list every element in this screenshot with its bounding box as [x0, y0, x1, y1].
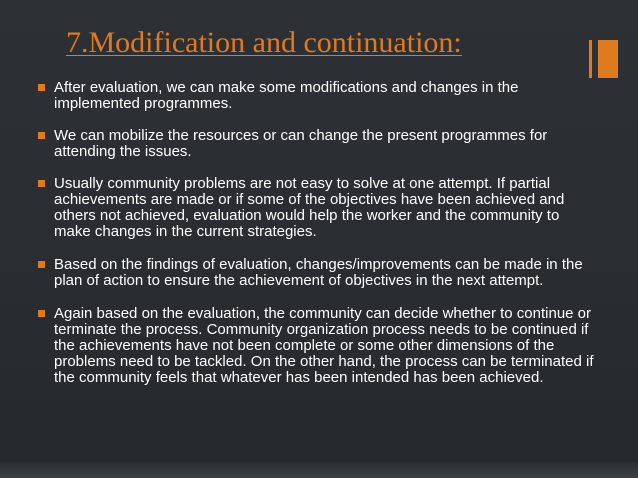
bullet-item [38, 257, 598, 289]
square-bullet-icon [38, 310, 45, 317]
bullet-item [38, 80, 598, 112]
bullet-item [38, 306, 598, 386]
square-bullet-icon [38, 261, 45, 268]
square-bullet-icon [38, 180, 45, 187]
square-bullet-icon [38, 132, 45, 139]
bullet-list [38, 80, 598, 386]
bullet-text: Again based on the evaluation, the community can decide whether to continue or terminate the process. Community organization process needs to be continued if the achievements have not been complete or some other dimensions of the problems need to be tackled. On the other hand, the process can be terminated if the community feels that whatever has been intended has been achieved. [54, 305, 594, 386]
square-bullet-icon [38, 84, 45, 91]
bullet-item [38, 128, 598, 160]
bullet-item [38, 176, 598, 240]
accent-bar-thick [598, 40, 618, 78]
accent-bar-thin [589, 40, 592, 78]
slide-title: 7.Modification and continuation: [66, 26, 462, 59]
bullet-text: After evaluation, we can make some modifications and changes in the implemented programmes. [54, 79, 519, 112]
bullet-text: Based on the findings of evaluation, changes/improvements can be made in the plan of action to ensure the achievement of objectives in the next attempt. [54, 256, 583, 289]
bottom-band [0, 462, 638, 478]
bullet-text: We can mobilize the resources or can change the present programmes for attending the issues. [54, 127, 548, 160]
bullet-text: Usually community problems are not easy to solve at one attempt. If partial achievements are made or if some of the objectives have been achieved and others not achieved, evaluation would help the worker and the community to make changes in the current strategies. [54, 175, 565, 240]
